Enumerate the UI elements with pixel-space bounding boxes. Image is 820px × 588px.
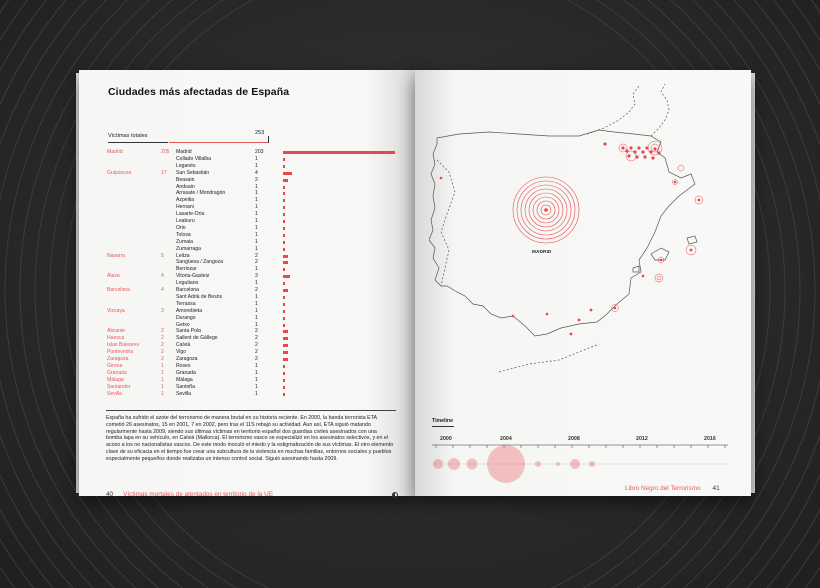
- city-value: 3: [255, 273, 258, 280]
- province-name: Barcelona: [107, 287, 130, 293]
- city-name: Getxo: [176, 321, 190, 328]
- province-name: Granada: [107, 369, 127, 376]
- total-value: 253: [255, 130, 265, 136]
- city-name: Sevilla: [176, 390, 192, 397]
- timeline-year-2000: 2000: [440, 436, 452, 442]
- timeline-axis: [432, 444, 728, 490]
- city-value: 2: [255, 335, 258, 342]
- province-name: Guipúzcoa: [107, 169, 132, 176]
- victims-bar: [283, 344, 288, 347]
- province-name: Girona: [107, 362, 123, 369]
- body-paragraph: España ha sufrido el azote del terrorismo de manera brutal en su historia reciente. En 2000, la banda terrorista ETA cometió 26 asesinatos, 15 en 2001, 7 en 2002, pero tras el 11S rebajó su actividad. Aun así, ETA siguió matando regularmente hasta 2009, siendo sus últimas víctimas en territorio español dos guardias civiles asesinados con una bomba lapa en su vehículo, en Calvià (Mallorca). El terrorismo vasco se especializó en los asesinatos selectivos, y en el acoso a los no nacionalistas vascos. De este modo inoculó el miedo y la estigmatización de sus víctimas. El otro elemento clave de su eficacia en el tiempo fue crear una subcultura de la violencia en muchas familias, entornos sociales y pueblos especialmente pequeños donde realizaba un intenso control social. Siguió asesinando hasta 2009.: [106, 415, 394, 462]
- city-value: 1: [255, 211, 258, 218]
- city-name: Legutiano: [176, 280, 199, 287]
- victims-bar: [283, 372, 285, 375]
- timeline-year-2012: 2012: [636, 436, 648, 442]
- city-value: 1: [255, 362, 258, 369]
- city-value: 2: [255, 342, 258, 349]
- province-name: Málaga: [107, 376, 124, 383]
- victims-bar: [283, 151, 395, 154]
- chart-axis-line: [169, 142, 269, 143]
- victims-bar: [283, 386, 285, 389]
- province-name: Islas Baleares: [107, 342, 139, 349]
- province-value: 1: [161, 390, 164, 397]
- victims-bar: [283, 393, 285, 396]
- victims-bar: [283, 303, 285, 306]
- basque-rings: [619, 141, 684, 282]
- victims-bar: [283, 241, 285, 244]
- left-page: [79, 70, 415, 496]
- victims-bar: [283, 220, 285, 223]
- province-name: Alicante: [107, 328, 126, 335]
- left-footer: [106, 491, 273, 498]
- right-footer-title: Libro Negro del Terrorismo: [625, 485, 701, 492]
- right-footer: [625, 485, 720, 492]
- province-name: Vizcaya: [107, 307, 125, 314]
- province-value: 2: [161, 356, 164, 362]
- victims-label-rule: [108, 142, 168, 143]
- right-page-number: 41: [712, 485, 720, 492]
- city-name: Orio: [176, 224, 186, 231]
- city-value: 1: [255, 238, 258, 245]
- city-name: Azpeitia: [176, 197, 195, 204]
- victims-bar: [283, 296, 285, 299]
- province-value: 1: [161, 369, 164, 376]
- timeline-ticks: [436, 445, 725, 448]
- province-name: Madrid: [107, 149, 123, 155]
- province-value: 2: [161, 342, 164, 349]
- city-value: 1: [255, 218, 258, 224]
- city-value: 2: [255, 259, 258, 266]
- province-value: 1: [161, 376, 164, 383]
- city-value: 1: [255, 204, 258, 211]
- city-name: Beasain: [176, 176, 195, 183]
- mallorca: [651, 248, 669, 260]
- city-name: Málaga: [176, 376, 193, 383]
- province-name: Zaragoza: [107, 356, 129, 362]
- victims-bar: [283, 289, 288, 292]
- city-value: 2: [255, 176, 258, 183]
- victims-total-label: Víctimas totales: [108, 133, 148, 139]
- province-value: 17: [161, 169, 167, 176]
- city-name: Leaburu: [176, 218, 195, 224]
- city-name: Andoain: [176, 183, 195, 190]
- victims-bar: [283, 227, 285, 230]
- city-value: 1: [255, 314, 258, 321]
- city-value: 1: [255, 390, 258, 397]
- city-value: 1: [255, 245, 258, 252]
- city-name: Terrassa: [176, 300, 196, 307]
- madrid-dot: [544, 208, 548, 212]
- city-name: Zumarraga: [176, 245, 201, 252]
- victims-bar: [283, 324, 285, 327]
- victims-bar: [283, 282, 285, 285]
- city-value: 1: [255, 307, 258, 314]
- province-value: 205: [161, 149, 170, 155]
- city-name: Zaragoza: [176, 356, 198, 362]
- timeline-year-2008: 2008: [568, 436, 580, 442]
- city-dots: [440, 177, 701, 336]
- victims-bar: [283, 330, 288, 333]
- city-name: Lasarte-Oria: [176, 211, 205, 218]
- victims-bar: [283, 358, 288, 361]
- province-value: 5: [161, 252, 164, 259]
- city-value: 2: [255, 328, 258, 335]
- province-value: 3: [161, 307, 164, 314]
- city-value: 1: [255, 183, 258, 190]
- victims-bar: [283, 186, 285, 189]
- province-name: Santander: [107, 383, 131, 390]
- city-value: 1: [255, 190, 258, 197]
- spain-outline: [429, 130, 695, 336]
- africa-coast: [499, 344, 599, 372]
- open-book: [79, 64, 751, 500]
- victims-bar: [283, 261, 288, 264]
- menorca: [687, 236, 697, 244]
- victims-bar: [283, 199, 285, 202]
- city-value: 1: [255, 293, 258, 300]
- city-value: 2: [255, 356, 258, 362]
- city-name: Zumaia: [176, 238, 193, 245]
- victims-bar: [283, 268, 285, 271]
- province-name: Sevilla: [107, 390, 123, 397]
- victims-bar: [283, 206, 285, 209]
- timeline-year-2016: 2016: [704, 436, 716, 442]
- victims-bar: [283, 379, 285, 382]
- left-footer-title: Víctimas mortales de atentados en territorio de la UE: [123, 491, 274, 498]
- france-border: [587, 86, 639, 134]
- city-value: 1: [255, 280, 258, 287]
- province-value: 2: [161, 328, 164, 335]
- city-name: Calvià: [176, 342, 191, 349]
- city-name: Berriozar: [176, 266, 197, 273]
- city-value: 1: [255, 321, 258, 328]
- left-page-number: 40: [106, 491, 114, 498]
- pyrenees-dashes: [651, 84, 669, 136]
- victims-bar: [283, 179, 288, 182]
- city-value: 2: [255, 252, 258, 259]
- victims-bar: [283, 234, 285, 237]
- ibiza: [633, 266, 639, 272]
- city-name: Santa Pola: [176, 328, 201, 335]
- city-value: 1: [255, 266, 258, 273]
- timeline-label-rule: [432, 426, 454, 427]
- city-name: Amorebieta: [176, 307, 203, 314]
- city-value: 1: [255, 162, 258, 169]
- province-value: 2: [161, 349, 164, 356]
- victims-bar: [283, 337, 288, 340]
- city-value: 1: [255, 369, 258, 376]
- city-name: Sallent de Gállego: [176, 335, 218, 342]
- city-value: 1: [255, 376, 258, 383]
- city-name: Madrid: [176, 149, 192, 155]
- city-value: 2: [255, 349, 258, 356]
- city-name: Sangüesa / Zangoza: [176, 259, 224, 266]
- province-value: 1: [161, 362, 164, 369]
- city-value: 1: [255, 300, 258, 307]
- page-title: Ciudades más afectadas de España: [108, 86, 290, 98]
- province-value: 4: [161, 273, 164, 280]
- city-value: 1: [255, 155, 258, 162]
- victims-bar: [283, 165, 285, 168]
- victims-bar: [283, 351, 288, 354]
- province-value: 4: [161, 287, 164, 293]
- city-name: Barcelona: [176, 287, 199, 293]
- body-rule: [106, 410, 396, 411]
- city-name: Hernani: [176, 204, 194, 211]
- city-value: 2: [255, 287, 258, 293]
- city-name: Roses: [176, 362, 191, 369]
- timeline-year-2004: 2004: [500, 436, 512, 442]
- madrid-label: MADRID: [532, 249, 552, 254]
- city-name: San Sebastián: [176, 169, 210, 176]
- victims-bar: [283, 172, 292, 175]
- city-name: Arrasate / Mondragón: [176, 190, 226, 197]
- city-name: Durango: [176, 314, 196, 321]
- province-name: Navarra: [107, 252, 126, 259]
- timeline-label: Timeline: [432, 418, 453, 424]
- portugal-border: [437, 160, 455, 286]
- city-name: Leitza: [176, 252, 190, 259]
- victims-bar: [283, 365, 285, 368]
- city-value: 4: [255, 169, 258, 176]
- victims-bar: [283, 158, 285, 161]
- city-name: Santoña: [176, 383, 195, 390]
- victims-bar: [283, 275, 290, 278]
- victims-bar: [283, 310, 285, 313]
- city-value: 1: [255, 224, 258, 231]
- half-circle-icon: [392, 492, 398, 498]
- victims-bar: [283, 213, 285, 216]
- province-value: 1: [161, 383, 164, 390]
- table-row: [79, 391, 415, 398]
- total-tick: [268, 136, 269, 143]
- province-name: Pontevedra: [107, 349, 134, 356]
- city-name: Tolosa: [176, 231, 191, 238]
- city-value: 1: [255, 231, 258, 238]
- victims-bar: [283, 192, 285, 195]
- city-name: Sant Adrià de Besòs: [176, 293, 223, 300]
- spain-map: [429, 82, 739, 402]
- city-name: Vigo: [176, 349, 187, 356]
- province-name: Huesca: [107, 335, 125, 342]
- province-name: Álava: [107, 273, 120, 280]
- outer-rings: [612, 196, 704, 312]
- city-value: 203: [255, 149, 264, 155]
- victims-bar: [283, 255, 288, 258]
- victims-bar: [283, 248, 285, 251]
- city-name: Vitoria-Gasteiz: [176, 273, 210, 280]
- right-page-edge: [751, 73, 755, 493]
- timeline-circles: [433, 445, 595, 483]
- city-value: 1: [255, 383, 258, 390]
- city-name: Leganés: [176, 162, 196, 169]
- city-name: Granada: [176, 369, 196, 376]
- city-value: 1: [255, 197, 258, 204]
- victims-bar: [283, 317, 285, 320]
- city-name: Collado Villalba: [176, 155, 212, 162]
- province-value: 2: [161, 335, 164, 342]
